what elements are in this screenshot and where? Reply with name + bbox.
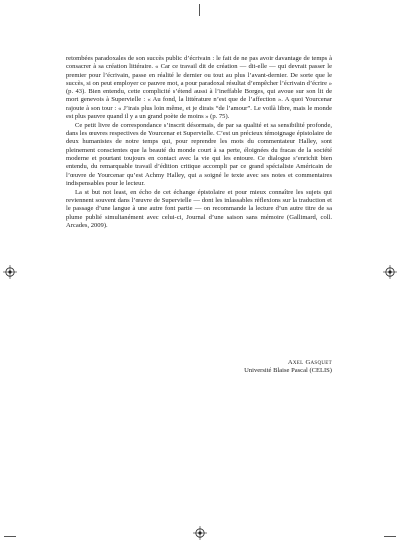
author-name: Axel Gasquet bbox=[287, 359, 332, 366]
crop-mark-top bbox=[199, 4, 200, 16]
registration-mark-right bbox=[383, 265, 397, 279]
registration-mark-bottom bbox=[193, 526, 207, 540]
paragraph-1: retombées paradoxales de son succès public d’écrivain : le fait de ne pas avoir davantage de temps à consacrer à sa création littéraire. « Car ce travail dit de création — dit-elle — qui devrait passer le premier pour l’écrivain, passe en réalité le dernier ou tout au plus l’avant-dernier. De sorte que le succès, si on peut employer ce pauvre mot, a pour paradoxal résultat d’empêcher l’écrivain d’écrire » (p. 43). Bien entendu, cette complicité s’étend aussi à l’ineffable Borges, qui avoue sur son lit de mort genevois à Supervielle : « Au fond, la littérature n’est que de l’affection ». A quoi Yourcenar rajoute à son tour : « J’irais plus loin même, et je dirais “de l’amour”. Le voilà libre, mais le monde est plus pauvre quand il y a un grand poète de moins » (p. 75). bbox=[66, 55, 332, 121]
body-text bbox=[66, 55, 332, 230]
crop-mark-bottom-right bbox=[384, 536, 396, 537]
crop-mark-bottom-left bbox=[4, 536, 16, 537]
registration-mark-left bbox=[3, 265, 17, 279]
signature-block bbox=[66, 359, 332, 376]
author-affiliation: Université Blaise Pascal (CELIS) bbox=[244, 367, 332, 375]
paragraph-2: Ce petit livre de correspondance s’inscrit désormais, de par sa qualité et sa sensibilité profonde, dans les œuvres respectives de Yourcenar et Supervielle. C’est un précieux témoignage épistolaire de deux humanistes de notre temps qui, pour reprendre les mots du commentateur Halley, sont pleinement conscientes que la beauté du monde court à sa perte, éloignées du fracas de la société moderne et pourtant toujours en contact avec la vie qui les entoure. Ce dialogue s’enrichit bien entendu, du remarquable travail d’édition critique accompli par ce grand spécialiste Américain de l’œuvre de Yourcenar qu’est Achmy Halley, qui a soigné le texte avec ses notes et commentaires indispensables pour le lecteur. bbox=[66, 121, 332, 187]
paragraph-3: La st but not least, en écho de cet échange épistolaire et pour mieux connaître les sujets qui reviennent souvent dans l’œuvre de Supervielle — dont les inlassables réflexions sur la traduction et le passage d’une langue à une autre font partie — on recommande la lecture d’un autre titre de sa plume publié simultanément avec celui-ci, Journal d’une saison sans mémoire (Gallimard, coll. Arcades, 2009). bbox=[66, 188, 332, 229]
